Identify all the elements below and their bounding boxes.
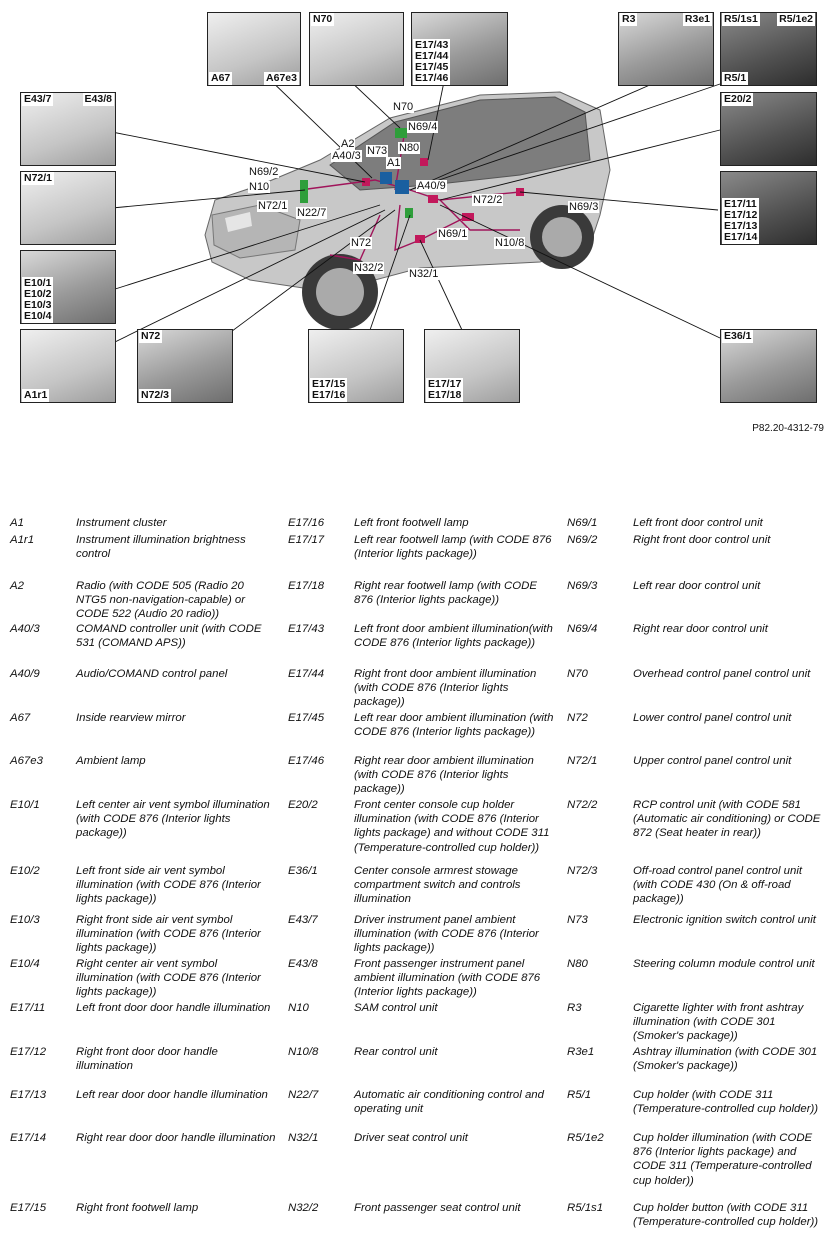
legend-description: Instrument illumination brightness control [76, 534, 246, 561]
photo-label: N72/3 [141, 389, 170, 401]
component-location-diagram [0, 0, 834, 440]
legend-description: Electronic ignition switch control unit [633, 914, 816, 926]
photo-inset-e10 [20, 250, 116, 324]
photo-inset-e17-17 [424, 329, 520, 403]
legend-code: R3e1 [567, 1046, 595, 1058]
callout-label: N69/3 [569, 201, 599, 213]
legend-description: SAM control unit [354, 1002, 438, 1014]
legend-code: N32/2 [288, 1202, 319, 1214]
figure-reference: P82.20-4312-79 [752, 423, 824, 434]
legend-code: R3 [567, 1002, 582, 1014]
photo-label: E17/17 E17/18 [428, 378, 462, 401]
legend-description: Ashtray illumination (with CODE 301 (Smoker's package)) [633, 1046, 818, 1073]
legend-code: A2 [10, 580, 24, 592]
legend-code: E17/11 [10, 1002, 46, 1014]
legend-code: N69/1 [567, 517, 598, 529]
callout-label: A40/3 [332, 150, 361, 162]
photo-inset-n70 [309, 12, 404, 86]
legend-code: E36/1 [288, 865, 318, 877]
photo-label: N70 [313, 13, 333, 25]
legend-code: E43/7 [288, 914, 318, 926]
photo-label: R5/1e2 [779, 13, 813, 25]
legend-code: E17/12 [10, 1046, 47, 1058]
legend-description: Cup holder (with CODE 311 (Temperature-controlled cup holder)) [633, 1089, 819, 1116]
callout-label: N72/1 [258, 200, 288, 212]
photo-inset-r3 [618, 12, 714, 86]
callout-label: N69/2 [249, 166, 279, 178]
legend-code: E20/2 [288, 799, 318, 811]
callout-label: N22/7 [297, 207, 327, 219]
legend-code: E17/14 [10, 1132, 47, 1144]
legend-code: E17/17 [288, 534, 325, 546]
legend-code: N69/3 [567, 580, 598, 592]
photo-inset-r5 [720, 12, 817, 86]
legend-description: Front passenger instrument panel ambient illumination (with CODE 876 (Interior lights package)) [354, 958, 541, 999]
photo-label: E10/1 E10/2 E10/3 E10/4 [24, 277, 52, 322]
callout-label: N69/4 [408, 121, 438, 133]
legend-code: A67e3 [10, 755, 43, 767]
legend-description: Left front side air vent symbol illumination (with CODE 876 (Interior lights package)) [76, 865, 261, 906]
legend-description: Cup holder button (with CODE 311 (Temperature-controlled cup holder)) [633, 1202, 819, 1229]
legend-code: E17/15 [10, 1202, 47, 1214]
legend-description: Ambient lamp [76, 755, 146, 767]
legend-code: E10/2 [10, 865, 40, 877]
callout-label: N72 [351, 237, 372, 249]
legend-description: Front center console cup holder illumination (with CODE 876 (Interior lights package) and without CODE 311 (Temperature-controlled cup holder)) [354, 799, 550, 854]
callout-label: N32/1 [409, 268, 439, 280]
legend-description: RCP control unit (with CODE 581 (Automatic air conditioning) or CODE 872 (Seat heater in rear)) [633, 799, 821, 840]
callout-label: N70 [393, 101, 414, 113]
legend-code: N69/4 [567, 623, 598, 635]
legend-description: Right front door control unit [633, 534, 771, 546]
legend-code: N72 [567, 712, 588, 724]
legend-code: N72/3 [567, 865, 598, 877]
legend-code: E17/44 [288, 668, 325, 680]
photo-label: E43/7 [24, 93, 52, 105]
callout-label: N80 [399, 142, 420, 154]
legend-code: N72/1 [567, 755, 598, 767]
callout-label: A2 [341, 138, 355, 150]
legend-code: A1 [10, 517, 24, 529]
legend-description: Driver instrument panel ambient illumination (with CODE 876 (Interior lights package)) [354, 914, 539, 955]
callout-label: N10 [249, 181, 270, 193]
legend-description: Right front footwell lamp [76, 1202, 199, 1214]
legend-code: E17/18 [288, 580, 325, 592]
legend-code: E10/3 [10, 914, 40, 926]
legend-code: R5/1 [567, 1089, 592, 1101]
legend-description: Right rear door door handle illumination [76, 1132, 276, 1144]
photo-inset-e17-11 [720, 171, 817, 245]
legend-code: N69/2 [567, 534, 598, 546]
photo-inset-a67 [207, 12, 301, 86]
legend-description: Left front door door handle illumination [76, 1002, 271, 1014]
legend-code: A67 [10, 712, 31, 724]
legend-description: Left front footwell lamp [354, 517, 469, 529]
photo-inset-e17-43 [411, 12, 508, 86]
legend-code: N32/1 [288, 1132, 319, 1144]
legend-description: Upper control panel control unit [633, 755, 792, 767]
photo-label: A1r1 [24, 389, 48, 401]
photo-label: E17/15 E17/16 [312, 378, 346, 401]
legend-code: E10/4 [10, 958, 40, 970]
legend-description: Left rear footwell lamp (with CODE 876 (Interior lights package)) [354, 534, 552, 561]
photo-inset-n72 [137, 329, 233, 403]
legend-description: Inside rearview mirror [76, 712, 186, 724]
photo-label: E17/11 E17/12 E17/13 E17/14 [724, 198, 758, 243]
photo-label: N72/1 [24, 172, 53, 184]
legend-description: Automatic air conditioning control and operating unit [354, 1089, 544, 1116]
legend-code: N22/7 [288, 1089, 319, 1101]
photo-label: R3e1 [684, 13, 710, 25]
legend-description: Steering column module control unit [633, 958, 815, 970]
legend-description: Rear control unit [354, 1046, 438, 1058]
callout-label: A1 [387, 157, 401, 169]
legend-description: COMAND controller unit (with CODE 531 (COMAND APS)) [76, 623, 262, 650]
legend-description: Instrument cluster [76, 517, 167, 529]
legend-description: Right front side air vent symbol illumination (with CODE 876 (Interior lights package)) [76, 914, 261, 955]
photo-label: E17/43 E17/44 E17/45 E17/46 [415, 39, 449, 84]
photo-label: R5/1 [724, 72, 747, 84]
legend-code: E43/8 [288, 958, 318, 970]
legend-description: Center console armrest stowage compartment switch and controls illumination [354, 865, 521, 906]
legend-code: A1r1 [10, 534, 35, 546]
photo-inset-e17-15 [308, 329, 404, 403]
legend-description: Overhead control panel control unit [633, 668, 811, 680]
photo-label: N72 [141, 330, 161, 342]
legend-code: E17/43 [288, 623, 325, 635]
legend-code: N70 [567, 668, 588, 680]
legend-description: Left center air vent symbol illumination (with CODE 876 (Interior lights package)) [76, 799, 270, 840]
photo-inset-e43 [20, 92, 116, 166]
legend-description: Lower control panel control unit [633, 712, 792, 724]
callout-label: N10/8 [495, 237, 525, 249]
legend-description: Cup holder illumination (with CODE 876 (Interior lights package) and CODE 311 (Temperature-controlled cup holder)) [633, 1132, 813, 1187]
photo-label: R5/1s1 [724, 13, 758, 25]
legend-description: Right rear door control unit [633, 623, 768, 635]
legend-code: E17/13 [10, 1089, 47, 1101]
legend-code: A40/3 [10, 623, 40, 635]
legend-description: Radio (with CODE 505 (Radio 20 NTG5 non-navigation-capable) or CODE 522 (Audio 20 radio)) [76, 580, 246, 621]
photo-label: R3 [622, 13, 636, 25]
legend-description: Left rear door ambient illumination (with CODE 876 (Interior lights package)) [354, 712, 554, 739]
legend-description: Right rear footwell lamp (with CODE 876 (Interior lights package)) [354, 580, 537, 607]
legend-description: Front passenger seat control unit [354, 1202, 521, 1214]
photo-label: A67 [211, 72, 231, 84]
legend-code: N10 [288, 1002, 309, 1014]
photo-label: A67e3 [266, 72, 297, 84]
photo-inset-e20-2 [720, 92, 817, 166]
callout-label: N69/1 [438, 228, 468, 240]
legend-code: R5/1s1 [567, 1202, 604, 1214]
callout-label: N72/2 [473, 194, 503, 206]
legend-code: E17/46 [288, 755, 325, 767]
callout-label: N73 [367, 145, 388, 157]
legend-description: Right rear door ambient illumination (with CODE 876 (Interior lights package)) [354, 755, 534, 796]
legend-code: E17/16 [288, 517, 325, 529]
legend-description: Right front door ambient illumination (with CODE 876 (Interior lights package)) [354, 668, 537, 709]
legend-description: Cigarette lighter with front ashtray illumination (with CODE 301 (Smoker's package)) [633, 1002, 804, 1043]
legend-description: Audio/COMAND control panel [76, 668, 228, 680]
photo-inset-e36-1 [720, 329, 817, 403]
legend-description: Left rear door control unit [633, 580, 761, 592]
callout-label: A40/9 [417, 180, 446, 192]
legend-code: N72/2 [567, 799, 598, 811]
photo-label: E43/8 [84, 93, 112, 105]
callout-label: N32/2 [354, 262, 384, 274]
legend-code: A40/9 [10, 668, 40, 680]
legend-description: Left rear door door handle illumination [76, 1089, 268, 1101]
legend-code: N10/8 [288, 1046, 319, 1058]
legend-code: N80 [567, 958, 588, 970]
legend-code: R5/1e2 [567, 1132, 604, 1144]
legend-code: E10/1 [10, 799, 40, 811]
legend-description: Left front door control unit [633, 517, 763, 529]
legend-code: N73 [567, 914, 588, 926]
photo-label: E20/2 [724, 93, 752, 105]
legend-description: Left front door ambient illumination(with CODE 876 (Interior lights package)) [354, 623, 553, 650]
legend-code: E17/45 [288, 712, 325, 724]
legend-description: Off-road control panel control unit (with CODE 430 (On & off-road package)) [633, 865, 803, 906]
photo-inset-a1r1 [20, 329, 116, 403]
legend-description: Right center air vent symbol illumination (with CODE 876 (Interior lights package)) [76, 958, 261, 999]
photo-inset-n72-1 [20, 171, 116, 245]
legend-description: Driver seat control unit [354, 1132, 468, 1144]
legend-description: Right front door door handle illumination [76, 1046, 218, 1073]
photo-label: E36/1 [724, 330, 752, 342]
